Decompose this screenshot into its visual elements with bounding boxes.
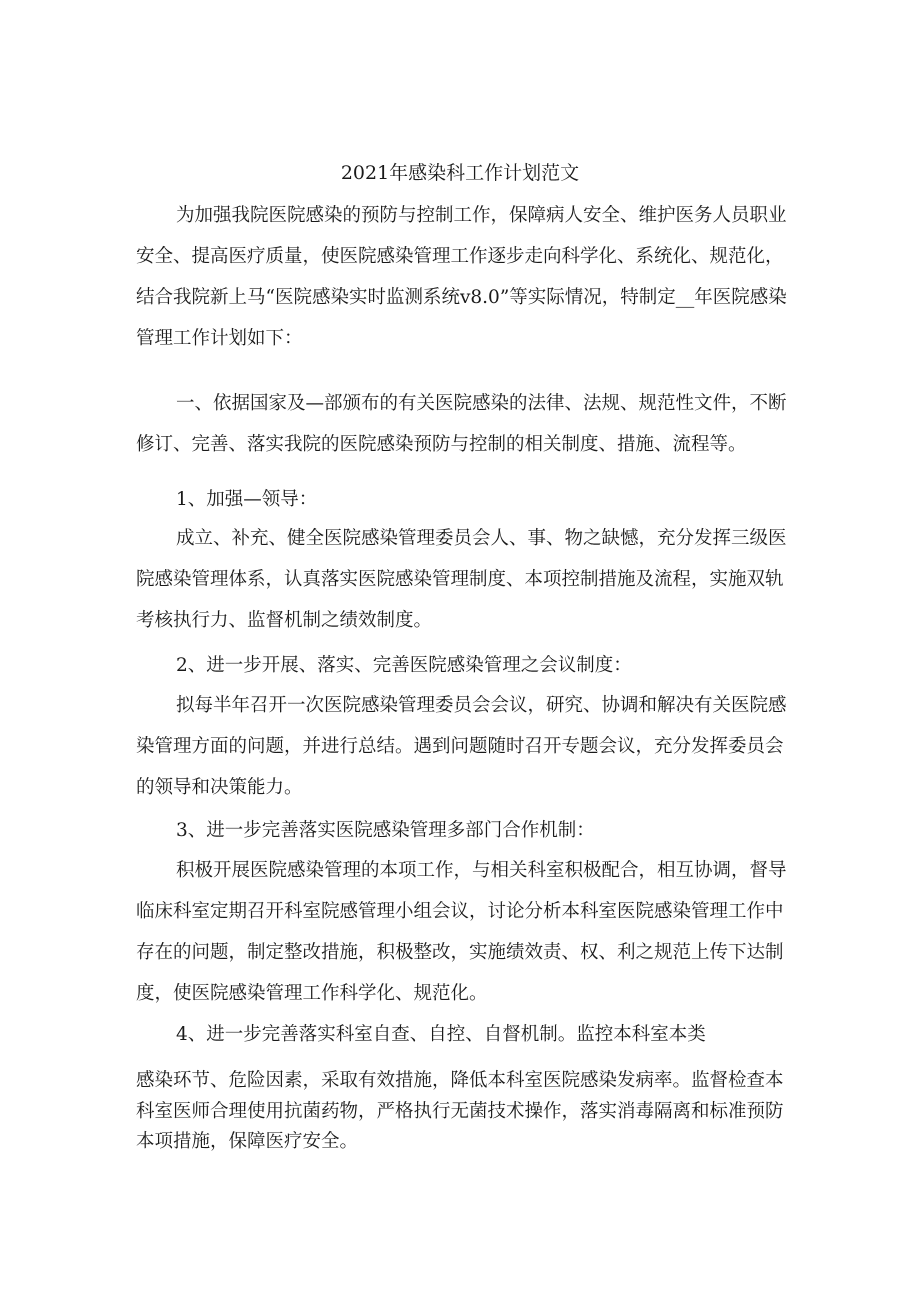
section-one-paragraph: 一、依据国家及—部颁布的有关医院感染的法律、法规、规范性文件，不断修订、完善、落实我院的医院感染预防与控制的相关制度、措施、流程等。 [136, 393, 787, 455]
item-3-heading: 3、进一步完善落实医院感染管理多部门合作机制： [176, 820, 595, 841]
item-1-body: 成立、补充、健全医院感染管理委员会人、事、物之缺憾，充分发挥三级医院感染管理体系，认真落实医院感染管理制度、本项控制措施及流程，实施双轨考核执行力、监督机制之绩效制度。 [136, 528, 787, 631]
intro-paragraph: 为加强我院医院感染的预防与控制工作，保障病人安全、维护医务人员职业安全、提高医疗质量，使医院感染管理工作逐步走向科学化、系统化、规范化，结合我院新上马“医院感染实时监测系统v8.0”等实际情况，特制定__年医院感染管理工作计划如下： [136, 205, 787, 349]
item-1-heading: 1、加强—领导： [176, 489, 318, 510]
item-3-body: 积极开展医院感染管理的本项工作，与相关科室积极配合，相互协调，督导临床科室定期召开科室院感管理小组会议，讨论分析本科室医院感染管理工作中存在的问题，制定整改措施，积极整改，实施绩效责、权、利之规范上传下达制度，使医院感染管理工作科学化、规范化。 [136, 860, 787, 1004]
item-4-heading: 4、进一步完善落实科室自查、自控、自督机制。监控本科室本类 [176, 1024, 706, 1045]
item-4-body: 感染环节、危险因素，采取有效措施，降低本科室医院感染发病率。监督检查本科室医师合理使用抗菌药物，严格执行无菌技术操作，落实消毒隔离和标准预防本项措施，保障医疗安全。 [136, 1070, 784, 1152]
document-title: 2021年感染科工作计划范文 [340, 162, 580, 184]
item-2-heading: 2、进一步开展、落实、完善医院感染管理之会议制度： [176, 655, 632, 676]
item-2-body: 拟每半年召开一次医院感染管理委员会会议，研究、协调和解决有关医院感染管理方面的问题，并进行总结。遇到问题随时召开专题会议，充分发挥委员会的领导和决策能力。 [136, 695, 787, 798]
